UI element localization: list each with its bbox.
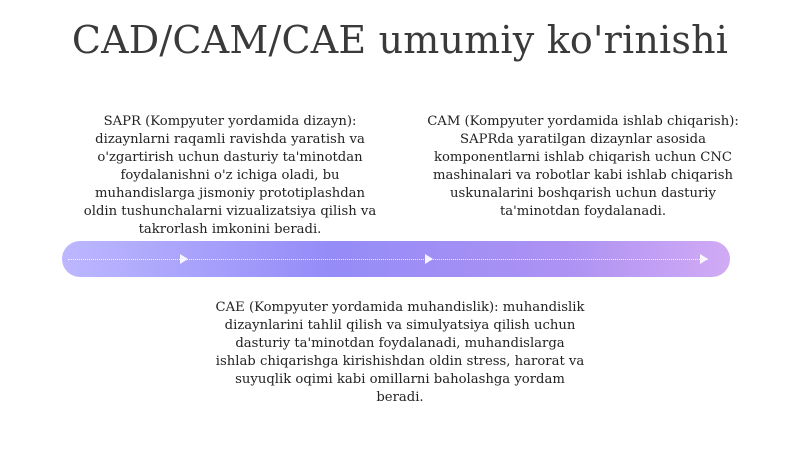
- arrow-right-icon: [425, 254, 433, 264]
- cae-description: CAE (Kompyuter yordamida muhandislik): muhandislik dizaynlarini tahlil qilish va simulyatsiya qilish uchun dasturiy ta'minotdan foydalanadi, muhandislarga ishlab chiqarishga kirishishdan oldin stress, harorat va suyuqlik oqimi kabi omillarni baholashga yordam beradi.: [215, 300, 585, 405]
- arrow-right-icon: [700, 254, 708, 264]
- arrow-right-icon: [180, 254, 188, 264]
- timeline-dotted-line: [68, 259, 708, 260]
- slide-title: CAD/CAM/CAE umumiy ko'rinishi: [71, 18, 729, 62]
- cad-description: SAPR (Kompyuter yordamida dizayn): dizaynlarni raqamli ravishda yaratish va o'zgartirish uchun dasturiy ta'minotdan foydalanishni o'z ichiga oladi, bu muhandislarga jismoniy prototiplashdan oldin tushunchalarni vizualizatsiya qilish va takrorlash imkonini beradi.: [83, 114, 377, 237]
- cam-description: CAM (Kompyuter yordamida ishlab chiqarish): SAPRda yaratilgan dizaynlar asosida komponentlarni ishlab chiqarish uchun CNC mashinalari va robotlar kabi ishlab chiqarish uskunalarini boshqarish uchun dasturiy ta'minotdan foydalanadi.: [427, 114, 739, 219]
